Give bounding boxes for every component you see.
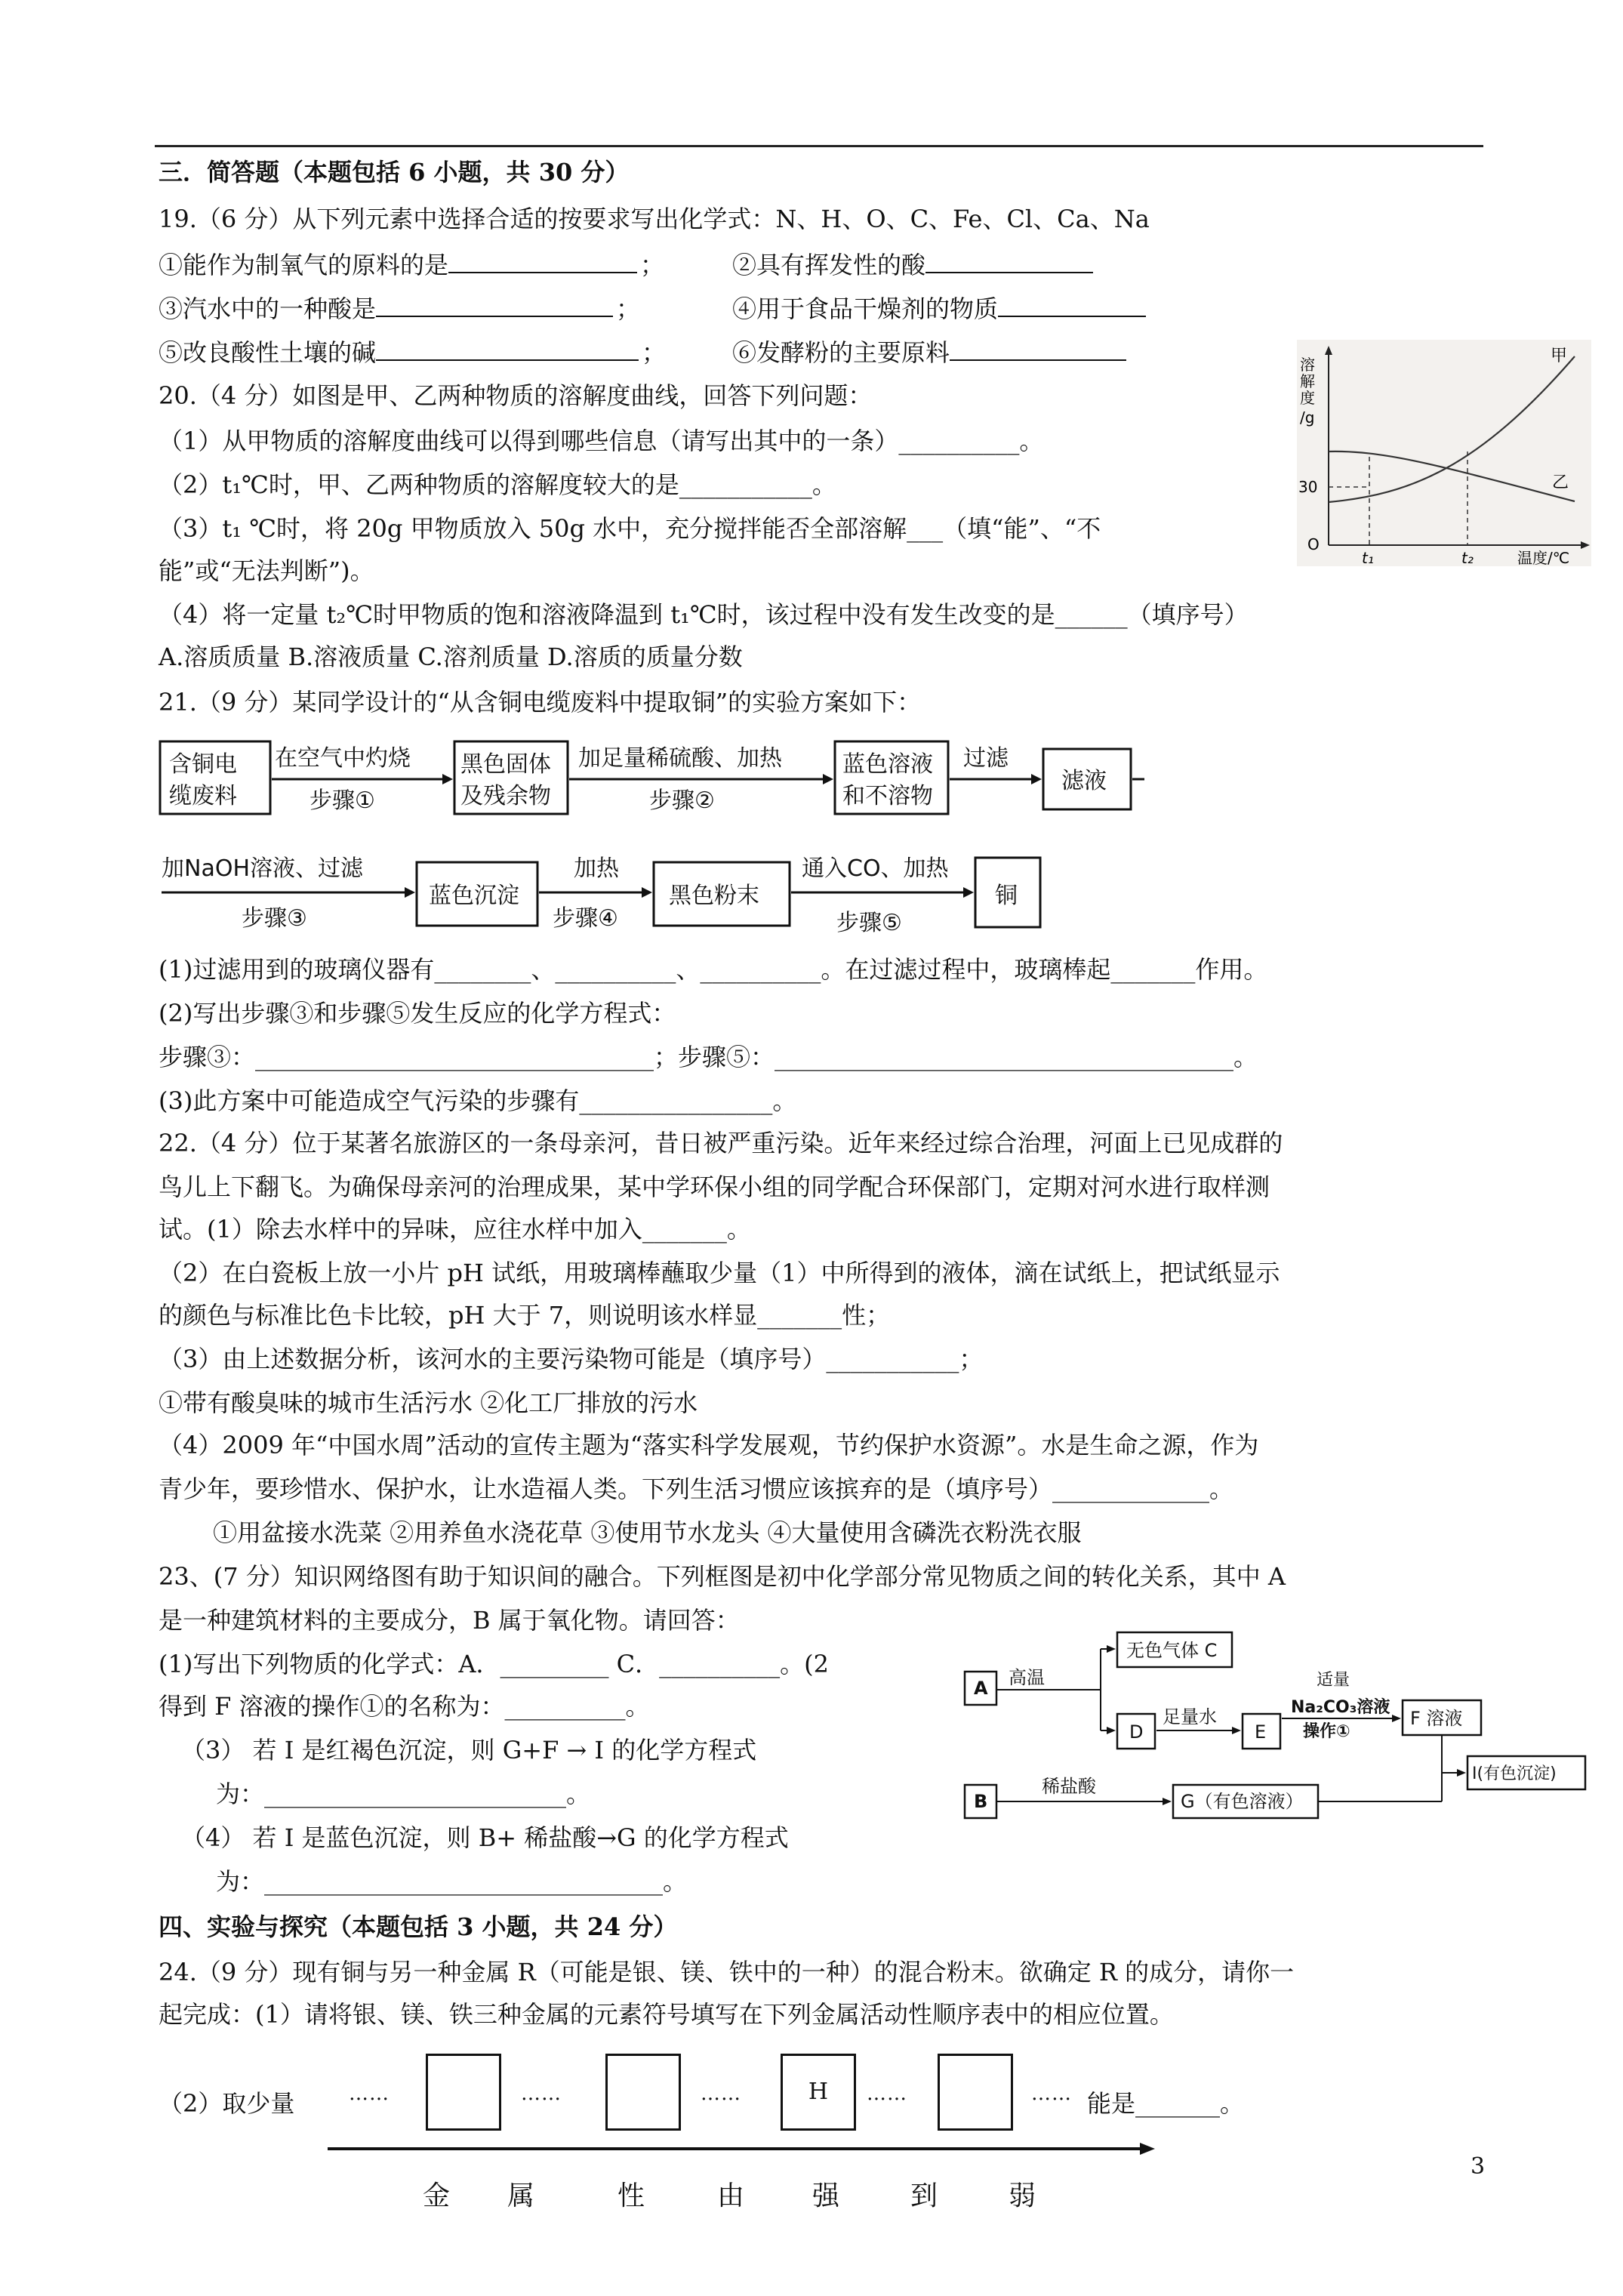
svg-text:蓝色沉淀: 蓝色沉淀 [429,883,519,909]
q21-part-1: (1)过滤用到的玻璃仪器有________、__________、__________。在过滤过程中，玻璃棒起_______作用。 [159,955,1268,984]
graph-ylabel: 溶解度/g [1300,356,1315,427]
svg-text:在空气中灼烧: 在空气中灼烧 [275,745,411,772]
svg-text:E: E [1255,1721,1267,1743]
svg-text:Na₂CO₃溶液: Na₂CO₃溶液 [1291,1698,1390,1717]
svg-text:无色气体 C: 无色气体 C [1126,1640,1218,1661]
svg-text:黑色固体: 黑色固体 [460,751,551,778]
activity-arrow [326,2140,1156,2158]
q24-part-2-start: （2）取少量 [159,2089,295,2118]
q19-stem: 19.（6 分）从下列元素中选择合适的按要求写出化学式：N、H、O、C、Fe、Cl、Ca、Na [159,205,1150,233]
q24-line-1: 24.（9 分）现有铜与另一种金属 R（可能是银、镁、铁中的一种）的混合粉末。欲确定 R 的成分，请你一 [159,1958,1295,1986]
svg-text:I(有色沉淀): I(有色沉淀) [1472,1764,1557,1783]
sequence-char-7: 弱 [1009,2180,1036,2211]
q23-line-6: 为：_________________________。 [216,1780,591,1808]
svg-text:B: B [974,1791,988,1812]
q22-line-3: 试。(1）除去水样中的异味，应往水样中加入_______。 [159,1215,751,1244]
ellipsis-4: …… [867,2082,907,2105]
q22-line-10: ①用盆接水洗菜 ②用养鱼水浇花草 ③使用节水龙头 ④大量使用含磷洗衣粉洗衣服 [213,1518,1082,1547]
graph-x-tick-t1: t₁ [1362,549,1374,566]
section-4-title: 四、实验与探究（本题包括 3 小题，共 24 分） [159,1912,678,1941]
q19-blank-5[interactable] [376,335,639,361]
q19-row-3: ⑤改良酸性土壤的碱 ； ⑥发酵粉的主要原料 [159,335,666,369]
q22-line-6: （3）由上述数据分析，该河水的主要污染物可能是（填序号）___________； [159,1345,984,1373]
q21-part-3: (3)此方案中可能造成空气污染的步骤有________________。 [159,1086,797,1115]
svg-text:A: A [974,1678,988,1699]
q21-flowchart-1 [159,732,1147,821]
graph-x-tick-t2: t₂ [1461,549,1474,566]
sequence-char-3: 性 [617,2180,645,2211]
svg-text:G（有色溶液）: G（有色溶液） [1181,1791,1304,1812]
svg-text:通入CO、加热: 通入CO、加热 [802,855,949,882]
hydrogen-box: H [781,2054,856,2131]
q22-line-2: 鸟儿上下翻飞。为确保母亲河的治理成果，某中学环保小组的同学配合环保部门，定期对河水进行取样测 [159,1173,1270,1201]
metal-slot-3[interactable] [938,2054,1013,2131]
metal-slot-2[interactable] [605,2054,681,2131]
q22-line-8: （4）2009 年“中国水周”活动的宣传主题为“落实科学发展观，节约保护水资源”。水是生命之源，作为 [159,1431,1259,1459]
q19-blank-6[interactable] [950,335,1126,361]
q21-stem: 21.（9 分）某同学设计的“从含铜电缆废料中提取铜”的实验方案如下： [159,688,922,717]
svg-text:加足量稀硫酸、加热: 加足量稀硫酸、加热 [578,745,782,772]
svg-text:F 溶液: F 溶液 [1410,1708,1463,1729]
graph-origin: O [1307,535,1320,553]
header-rule [155,145,1483,147]
svg-text:滤液: 滤液 [1061,768,1107,794]
svg-text:步骤①: 步骤① [310,787,375,814]
q20-part-3a: （3）t₁ ℃时，将 20g 甲物质放入 50g 水中，充分搅拌能否全部溶解___（填“能”、“不 [159,514,1101,543]
svg-text:加热: 加热 [574,855,619,882]
svg-text:步骤②: 步骤② [649,787,715,814]
sequence-char-1: 金 [423,2180,451,2211]
q23-line-7: （4） 若 I 是蓝色沉淀，则 B+ 稀盐酸→G 的化学方程式 [181,1823,789,1852]
svg-text:铜: 铜 [995,883,1018,909]
q22-line-5: 的颜色与标准比色卡比较，pH 大于 7，则说明该水样显_______性； [159,1301,891,1330]
q23-line-3: (1)写出下列物质的化学式：A．_________ C．__________。(2 [159,1650,829,1678]
svg-text:蓝色溶液: 蓝色溶液 [842,751,933,778]
graph-y-tick-30: 30 [1298,478,1318,496]
svg-text:过滤: 过滤 [963,745,1009,772]
ellipsis-3: …… [701,2082,741,2105]
q24-line-2: 起完成：(1）请将银、镁、铁三种金属的元素符号填写在下列金属活动性顺序表中的相应位置。 [159,2000,1174,2029]
q22-line-7: ①带有酸臭味的城市生活污水 ②化工厂排放的污水 [159,1388,698,1417]
q23-line-8: 为：_________________________________。 [216,1867,688,1896]
svg-text:加NaOH溶液、过滤: 加NaOH溶液、过滤 [162,855,363,882]
svg-text:黑色粉末: 黑色粉末 [669,883,759,909]
q19-blank-2[interactable] [925,248,1093,273]
sequence-char-6: 到 [910,2180,938,2211]
svg-text:D: D [1129,1721,1144,1743]
q22-line-1: 22.（4 分）位于某著名旅游区的一条母亲河，昔日被严重污染。近年来经过综合治理，河面上已见成群的 [159,1129,1283,1157]
q24-part-2-end: 能是_______。 [1087,2089,1245,2118]
svg-text:缆废料: 缆废料 [169,783,237,809]
q22-line-9: 青少年，要珍惜水、保护水，让水造福人类。下列生活习惯应该摈弃的是（填序号）_____________。 [159,1475,1234,1503]
solubility-graph [1297,340,1591,566]
q19-blank-4[interactable] [998,291,1146,317]
q19-row-2: ③汽水中的一种酸是 ； ④用于食品干燥剂的物质 [159,291,640,325]
q19-row-1: ①能作为制氧气的原料的是 ； ②具有挥发性的酸 [159,248,664,282]
q23-conversion-diagram [959,1625,1593,1827]
svg-text:步骤⑤: 步骤⑤ [836,910,902,936]
q23-line-2: 是一种建筑材料的主要成分，B 属于氧化物。请回答： [159,1606,740,1635]
q21-part-2-equations: 步骤③：_________________________________；步骤⑤：______________________________________。 [159,1043,1258,1071]
q19-blank-3[interactable] [376,291,613,317]
ellipsis-5: …… [1031,2082,1072,2105]
section-3-title: 三．简答题（本题包括 6 小题，共 30 分） [159,158,630,186]
graph-xlabel: 温度/℃ [1517,549,1570,566]
q20-part-3b: 能”或“无法判断”)。 [159,556,374,585]
svg-text:高温: 高温 [1009,1667,1045,1688]
graph-series-jia: 甲 [1551,347,1568,365]
q21-part-2: (2)写出步骤③和步骤⑤发生反应的化学方程式： [159,999,676,1028]
svg-text:步骤③: 步骤③ [242,905,307,932]
sequence-char-4: 由 [717,2180,745,2211]
q21-flowchart-2 [159,847,1049,942]
q20-part-4: （4）将一定量 t₂℃时甲物质的饱和溶液降温到 t₁℃时，该过程中没有发生改变的是______（填序号） [159,600,1249,629]
sequence-char-5: 强 [812,2180,840,2211]
q23-line-4: 得到 F 溶液的操作①的名称为：__________。 [159,1692,650,1721]
svg-text:足量水: 足量水 [1163,1706,1217,1727]
svg-text:操作①: 操作① [1303,1722,1350,1741]
ellipsis-1: …… [349,2082,390,2105]
page-number: 3 [1471,2153,1486,2180]
q19-blank-1[interactable] [448,248,637,273]
q22-line-4: （2）在白瓷板上放一小片 pH 试纸，用玻璃棒蘸取少量（1）中所得到的液体，滴在试纸上，把试纸显示 [159,1259,1280,1287]
metal-slot-1[interactable] [426,2054,501,2131]
q20-options: A.溶质质量 B.溶液质量 C.溶剂质量 D.溶质的质量分数 [159,643,743,671]
svg-text:含铜电: 含铜电 [169,751,237,778]
q20-stem: 20.（4 分）如图是甲、乙两种物质的溶解度曲线，回答下列问题： [159,381,873,410]
q20-part-2: （2）t₁℃时，甲、乙两种物质的溶解度较大的是___________。 [159,470,836,499]
graph-series-yi: 乙 [1552,473,1569,492]
q23-line-5: （3） 若 I 是红褐色沉淀，则 G+F → I 的化学方程式 [181,1736,757,1764]
sequence-char-2: 属 [507,2180,535,2211]
svg-text:及残余物: 及残余物 [460,783,551,809]
svg-text:和不溶物: 和不溶物 [842,783,933,809]
ellipsis-2: …… [521,2082,562,2105]
svg-text:步骤④: 步骤④ [553,905,618,932]
q20-part-1: （1）从甲物质的溶解度曲线可以得到哪些信息（请写出其中的一条）__________。 [159,427,1044,455]
svg-text:稀盐酸: 稀盐酸 [1042,1776,1096,1797]
q23-line-1: 23、(7 分）知识网络图有助于知识间的融合。下列框图是初中化学部分常见物质之间的转化关系，其中 A [159,1562,1286,1591]
svg-text:适量: 适量 [1317,1671,1350,1690]
